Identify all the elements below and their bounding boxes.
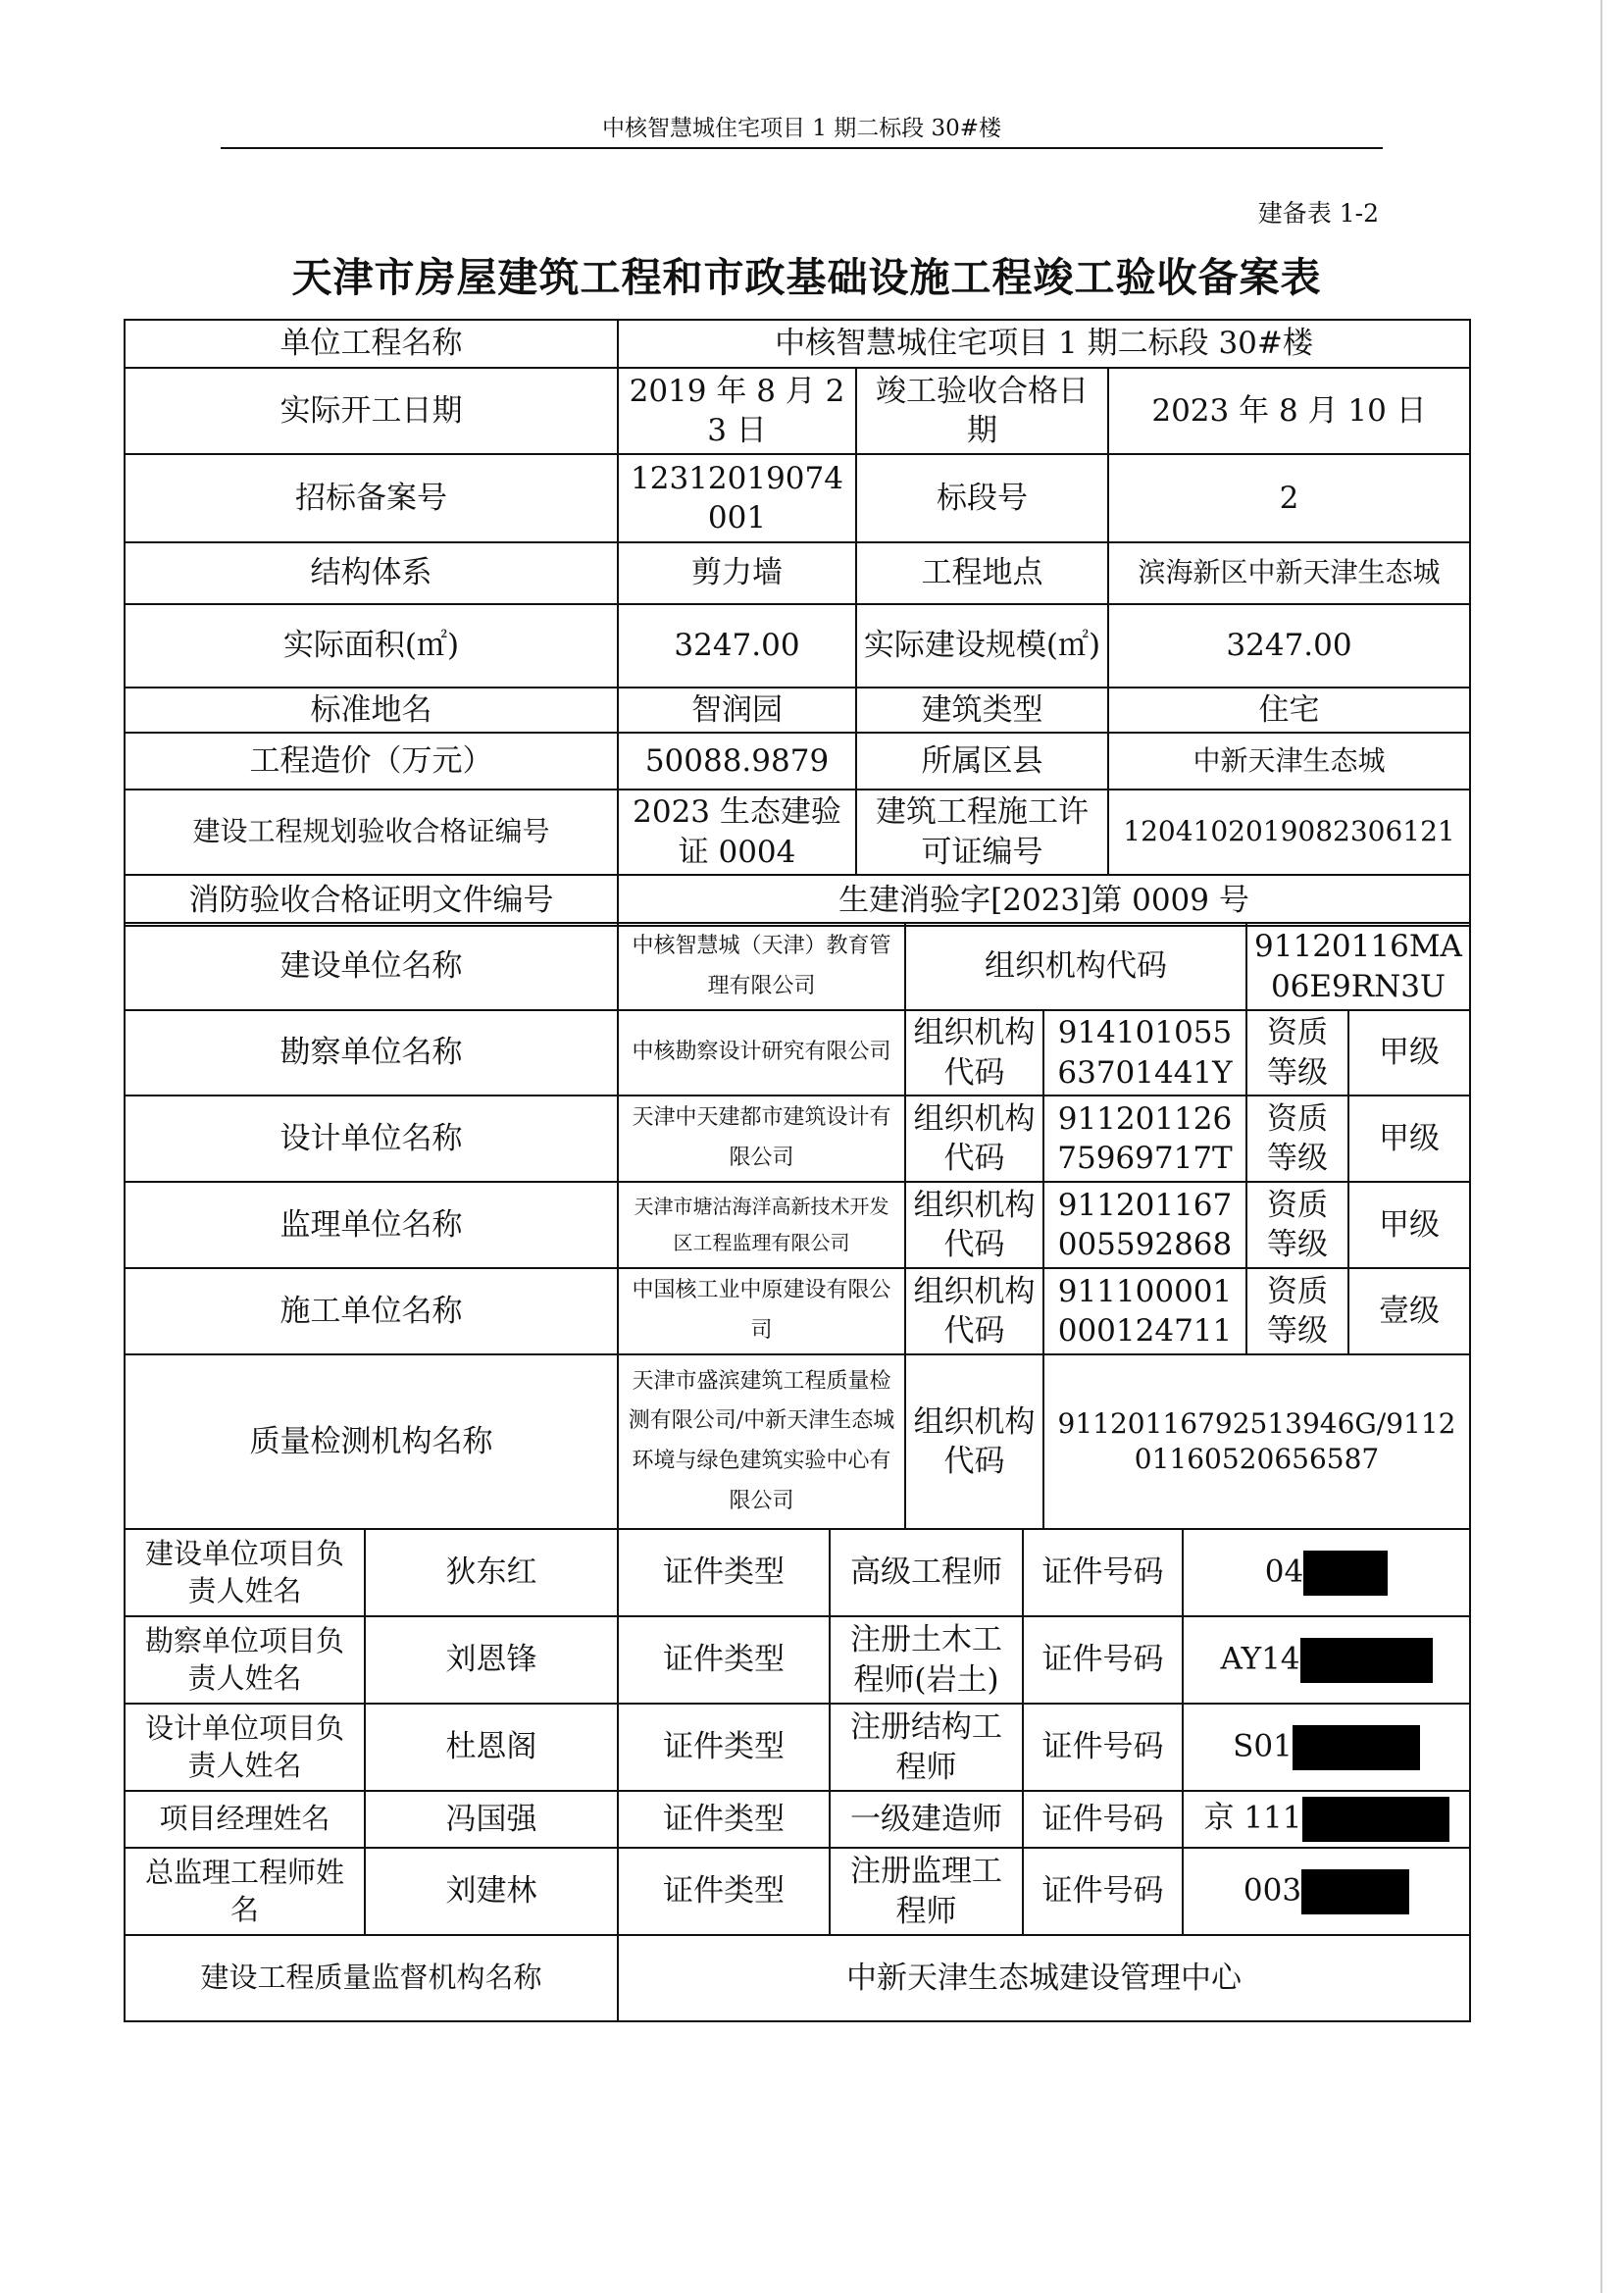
design-qualification-label: 资质等级	[1246, 1096, 1348, 1182]
testing-org-code-label: 组织机构代码	[905, 1354, 1043, 1529]
construction-qualification-label: 资质等级	[1246, 1268, 1348, 1354]
project-info-table	[124, 319, 1471, 927]
completion-date-label: 竣工验收合格日期	[856, 368, 1108, 454]
table-row	[125, 320, 1470, 368]
supervisor-org-value: 中新天津生态城建设管理中心	[618, 1935, 1470, 2021]
permit-label: 建筑工程施工许可证编号	[856, 790, 1108, 875]
cert-no-value	[1183, 1791, 1470, 1848]
tender-no-label: 招标备案号	[125, 454, 618, 542]
table-row	[125, 604, 1470, 688]
person-role: 建设单位项目负责人姓名	[125, 1529, 365, 1616]
start-date-label: 实际开工日期	[125, 368, 618, 454]
survey-name: 中核勘察设计研究有限公司	[618, 1010, 905, 1096]
cert-type-value: 注册土木工程师(岩土)	[830, 1616, 1023, 1704]
table-row	[125, 1096, 1470, 1182]
table-row	[125, 542, 1470, 604]
supervision-org-code-label: 组织机构代码	[905, 1182, 1043, 1268]
page-title: 天津市房屋建筑工程和市政基础设施工程竣工验收备案表	[291, 254, 1322, 301]
cert-type-label: 证件类型	[618, 1704, 830, 1791]
scan-edge-line	[1600, 0, 1602, 2293]
organization-table	[124, 922, 1471, 1530]
cert-type-label: 证件类型	[618, 1848, 830, 1935]
cert-type-value: 一级建造师	[830, 1791, 1023, 1848]
construction-org-code: 911100001000124711	[1043, 1268, 1246, 1354]
personnel-table	[124, 1528, 1471, 2022]
building-type-label: 建筑类型	[856, 688, 1108, 733]
person-role: 设计单位项目负责人姓名	[125, 1704, 365, 1791]
redaction-block	[1303, 1551, 1388, 1596]
person-role: 勘察单位项目负责人姓名	[125, 1616, 365, 1704]
cert-no-prefix: 003	[1243, 1872, 1302, 1908]
supervision-org-code: 911201167005592868	[1043, 1182, 1246, 1268]
permit-value: 1204102019082306121	[1108, 790, 1470, 875]
section-no-label: 标段号	[856, 454, 1108, 542]
person-name: 冯国强	[365, 1791, 618, 1848]
table-row	[125, 1935, 1470, 2021]
cert-type-value: 注册结构工程师	[830, 1704, 1023, 1791]
table-row	[125, 688, 1470, 733]
person-role: 总监理工程师姓名	[125, 1848, 365, 1935]
survey-org-code: 91410105563701441Y	[1043, 1010, 1246, 1096]
supervision-qualification-label: 资质等级	[1246, 1182, 1348, 1268]
table-row	[125, 1354, 1470, 1529]
table-row	[125, 875, 1470, 926]
unit-project-name-label: 单位工程名称	[125, 320, 618, 368]
unit-project-name-value: 中核智慧城住宅项目 1 期二标段 30#楼	[618, 320, 1470, 368]
testing-org-code: 91120116792513946G/911201160520656587	[1043, 1354, 1470, 1529]
person-name: 刘恩锋	[365, 1616, 618, 1704]
redaction-block	[1300, 1638, 1433, 1683]
header-rule	[221, 147, 1383, 149]
place-name-label: 标准地名	[125, 688, 618, 733]
design-org-code-label: 组织机构代码	[905, 1096, 1043, 1182]
location-label: 工程地点	[856, 542, 1108, 604]
cert-no-prefix: S01	[1233, 1728, 1293, 1763]
design-org-code: 91120112675969717T	[1043, 1096, 1246, 1182]
structure-label: 结构体系	[125, 542, 618, 604]
cert-no-label: 证件号码	[1023, 1848, 1183, 1935]
construction-name: 中国核工业中原建设有限公司	[618, 1268, 905, 1354]
table-row	[125, 733, 1470, 790]
cert-no-label: 证件号码	[1023, 1616, 1183, 1704]
scale-value: 3247.00	[1108, 604, 1470, 688]
fire-cert-value: 生建消验字[2023]第 0009 号	[618, 875, 1470, 926]
supervision-name: 天津市塘沽海洋高新技术开发区工程监理有限公司	[618, 1182, 905, 1268]
redaction-block	[1301, 1869, 1409, 1914]
owner-org-code: 91120116MA06E9RN3U	[1246, 923, 1470, 1010]
person-role: 项目经理姓名	[125, 1791, 365, 1848]
design-name: 天津中天建都市建筑设计有限公司	[618, 1096, 905, 1182]
table-row	[125, 1791, 1470, 1848]
location-value: 滨海新区中新天津生态城	[1108, 542, 1470, 604]
redaction-block	[1302, 1797, 1449, 1842]
owner-label: 建设单位名称	[125, 923, 618, 1010]
testing-label: 质量检测机构名称	[125, 1354, 618, 1529]
section-no-value: 2	[1108, 454, 1470, 542]
fire-cert-label: 消防验收合格证明文件编号	[125, 875, 618, 926]
cert-no-value	[1183, 1704, 1470, 1791]
table-row	[125, 1268, 1470, 1354]
design-label: 设计单位名称	[125, 1096, 618, 1182]
cert-no-label: 证件号码	[1023, 1704, 1183, 1791]
supervision-grade: 甲级	[1348, 1182, 1470, 1268]
structure-value: 剪力墙	[618, 542, 856, 604]
supervisor-org-label: 建设工程质量监督机构名称	[125, 1935, 618, 2021]
district-label: 所属区县	[856, 733, 1108, 790]
scale-label: 实际建设规模(㎡)	[856, 604, 1108, 688]
table-row	[125, 1529, 1470, 1616]
cert-no-value	[1183, 1848, 1470, 1935]
cert-no-prefix: 京 111	[1203, 1800, 1302, 1836]
place-name-value: 智润园	[618, 688, 856, 733]
owner-org-code-label: 组织机构代码	[905, 923, 1246, 1010]
table-row	[125, 368, 1470, 454]
district-value: 中新天津生态城	[1108, 733, 1470, 790]
table-row	[125, 923, 1470, 1010]
table-row	[125, 1704, 1470, 1791]
table-row	[125, 1848, 1470, 1935]
table-row	[125, 1616, 1470, 1704]
cert-type-value: 注册监理工程师	[830, 1848, 1023, 1935]
cert-type-value: 高级工程师	[830, 1529, 1023, 1616]
person-name: 刘建林	[365, 1848, 618, 1935]
cert-no-label: 证件号码	[1023, 1791, 1183, 1848]
planning-cert-label: 建设工程规划验收合格证编号	[125, 790, 618, 875]
tender-no-value: 12312019074001	[618, 454, 856, 542]
construction-label: 施工单位名称	[125, 1268, 618, 1354]
table-row	[125, 790, 1470, 875]
area-label: 实际面积(㎡)	[125, 604, 618, 688]
table-row	[125, 454, 1470, 542]
testing-name: 天津市盛滨建筑工程质量检测有限公司/中新天津生态城环境与绿色建筑实验中心有限公司	[618, 1354, 905, 1529]
cost-value: 50088.9879	[618, 733, 856, 790]
redaction-block	[1293, 1725, 1420, 1770]
supervision-label: 监理单位名称	[125, 1182, 618, 1268]
area-value: 3247.00	[618, 604, 856, 688]
construction-grade: 壹级	[1348, 1268, 1470, 1354]
planning-cert-value: 2023 生态建验证 0004	[618, 790, 856, 875]
building-type-value: 住宅	[1108, 688, 1470, 733]
survey-grade: 甲级	[1348, 1010, 1470, 1096]
survey-qualification-label: 资质等级	[1246, 1010, 1348, 1096]
cert-no-value	[1183, 1616, 1470, 1704]
person-name: 杜恩阁	[365, 1704, 618, 1791]
cert-no-prefix: 04	[1264, 1554, 1304, 1589]
survey-label: 勘察单位名称	[125, 1010, 618, 1096]
cost-label: 工程造价（万元）	[125, 733, 618, 790]
construction-org-code-label: 组织机构代码	[905, 1268, 1043, 1354]
cert-type-label: 证件类型	[618, 1529, 830, 1616]
table-row	[125, 1182, 1470, 1268]
cert-type-label: 证件类型	[618, 1616, 830, 1704]
cert-no-value	[1183, 1529, 1470, 1616]
cert-type-label: 证件类型	[618, 1791, 830, 1848]
form-code: 建备表 1-2	[1257, 199, 1379, 228]
start-date-value: 2019 年 8 月 23 日	[618, 368, 856, 454]
completion-date-value: 2023 年 8 月 10 日	[1108, 368, 1470, 454]
page-header: 中核智慧城住宅项目 1 期二标段 30#楼	[601, 116, 1002, 141]
owner-name: 中核智慧城（天津）教育管理有限公司	[618, 923, 905, 1010]
survey-org-code-label: 组织机构代码	[905, 1010, 1043, 1096]
person-name: 狄东红	[365, 1529, 618, 1616]
table-row	[125, 1010, 1470, 1096]
cert-no-prefix: AY14	[1220, 1641, 1300, 1676]
cert-no-label: 证件号码	[1023, 1529, 1183, 1616]
design-grade: 甲级	[1348, 1096, 1470, 1182]
